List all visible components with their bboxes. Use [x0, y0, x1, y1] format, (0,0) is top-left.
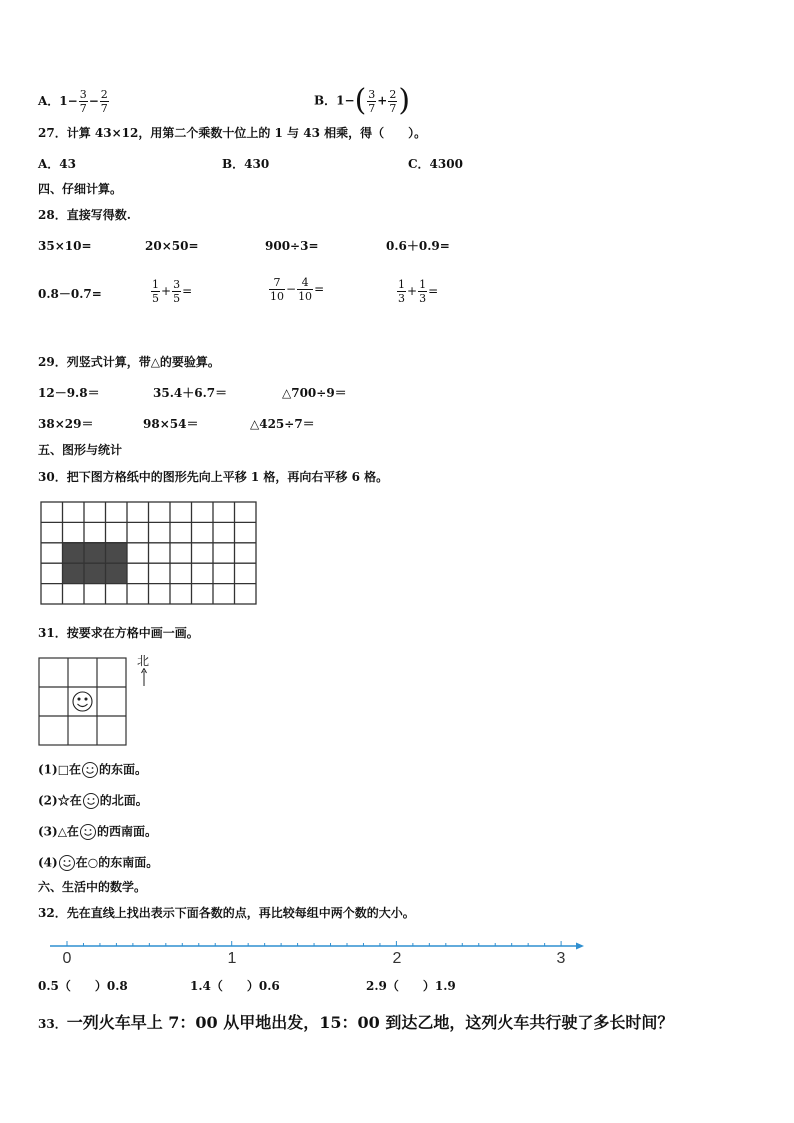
q29-item: △425÷7＝ — [250, 417, 315, 431]
smiley-icon — [79, 823, 97, 841]
q26-option-b: B．1−( $\frac{3}{7}$ + $\frac{2}{7}$ ) — [314, 83, 411, 118]
section-5-heading: 五、图形与统计 — [38, 443, 123, 457]
q33-stem: 33．一列火车早上 7：00 从甲地出发，15：00 到达乙地，这列火车共行驶了多长时间？ — [38, 1013, 674, 1032]
q28-item: 0.6＋0.9= — [386, 239, 450, 253]
smiley-icon — [81, 761, 99, 779]
fraction: $\frac{3}{7}$ — [368, 87, 376, 115]
fraction: $\frac{2}{7}$ — [389, 87, 397, 115]
number-line — [50, 936, 590, 968]
smiley-icon — [73, 692, 92, 711]
fraction: $\frac{4}{10}$ — [298, 276, 313, 303]
q27-option-a: A．43 — [38, 157, 77, 171]
q29-item: 98×54＝ — [143, 417, 199, 431]
q32-compare: 2.9（ ）1.9 — [366, 979, 456, 993]
q31-item-4: (4) 在○的东南面。 — [38, 854, 158, 872]
smiley-icon — [58, 854, 76, 872]
direction-grid — [38, 657, 128, 747]
grid-paper — [40, 501, 258, 606]
q31-item-1: (1)□在 的东面。 — [38, 761, 147, 779]
section-6-heading: 六、生活中的数学。 — [38, 880, 147, 894]
q28-fraction-item: $\frac{1}{5}$ + $\frac{3}{5}$ = — [152, 278, 193, 305]
fraction: $\frac{1}{5}$ — [152, 278, 159, 305]
tick-label: 2 — [392, 950, 402, 967]
fraction: $\frac{1}{3}$ — [419, 278, 427, 305]
q28-item: 35×10= — [38, 239, 92, 253]
q29-stem: 29．列竖式计算，带△的要验算。 — [38, 355, 220, 369]
north-label: 北 — [137, 654, 150, 668]
q28-item: 20×50= — [145, 239, 199, 253]
q32-compare: 0.5（ ）0.8 — [38, 979, 128, 993]
fraction: $\frac{3}{7}$ — [79, 88, 87, 115]
north-arrow-icon — [140, 668, 148, 686]
tick-label: 3 — [556, 950, 566, 967]
q28-fraction-item: $\frac{7}{10}$ − $\frac{4}{10}$ = — [270, 276, 325, 303]
q28-item: 0.8－0.7= — [38, 287, 102, 301]
tick-label: 1 — [227, 950, 237, 967]
q31-item-2: (2)☆在 的北面。 — [38, 792, 148, 810]
q27-stem: 27．计算 43×12，用第二个乘数十位上的 1 与 43 相乘，得（ ）。 — [38, 126, 427, 140]
fraction: $\frac{2}{7}$ — [100, 88, 108, 115]
q29-item: 35.4＋6.7＝ — [153, 386, 228, 400]
smiley-icon — [82, 792, 100, 810]
q29-item: 38×29＝ — [38, 417, 94, 431]
q27-option-b: B．430 — [222, 157, 270, 171]
q28-fraction-item: $\frac{1}{3}$ + $\frac{1}{3}$ = — [398, 278, 439, 305]
q29-item: △700÷9＝ — [282, 386, 347, 400]
q28-stem: 28．直接写得数. — [38, 208, 131, 222]
q26-option-a: A．1− $\frac{3}{7}$ − $\frac{2}{7}$ — [38, 88, 108, 115]
fraction: $\frac{7}{10}$ — [270, 276, 284, 303]
q31-item-3: (3)△在 的西南面。 — [38, 823, 157, 841]
q32-compare: 1.4（ ）0.6 — [190, 979, 280, 993]
fraction: $\frac{1}{3}$ — [398, 278, 405, 305]
tick-label: 0 — [62, 950, 72, 967]
q29-item: 12－9.8＝ — [38, 386, 100, 400]
q30-stem: 30．把下图方格纸中的图形先向上平移 1 格，再向右平移 6 格。 — [38, 470, 389, 484]
section-4-heading: 四、仔细计算。 — [38, 182, 123, 196]
fraction: $\frac{3}{5}$ — [173, 278, 181, 305]
q31-stem: 31．按要求在方格中画一画。 — [38, 626, 199, 640]
q28-item: 900÷3= — [265, 239, 319, 253]
q27-option-c: C．4300 — [408, 157, 463, 171]
q32-stem: 32．先在直线上找出表示下面各数的点，再比较每组中两个数的大小。 — [38, 906, 415, 920]
